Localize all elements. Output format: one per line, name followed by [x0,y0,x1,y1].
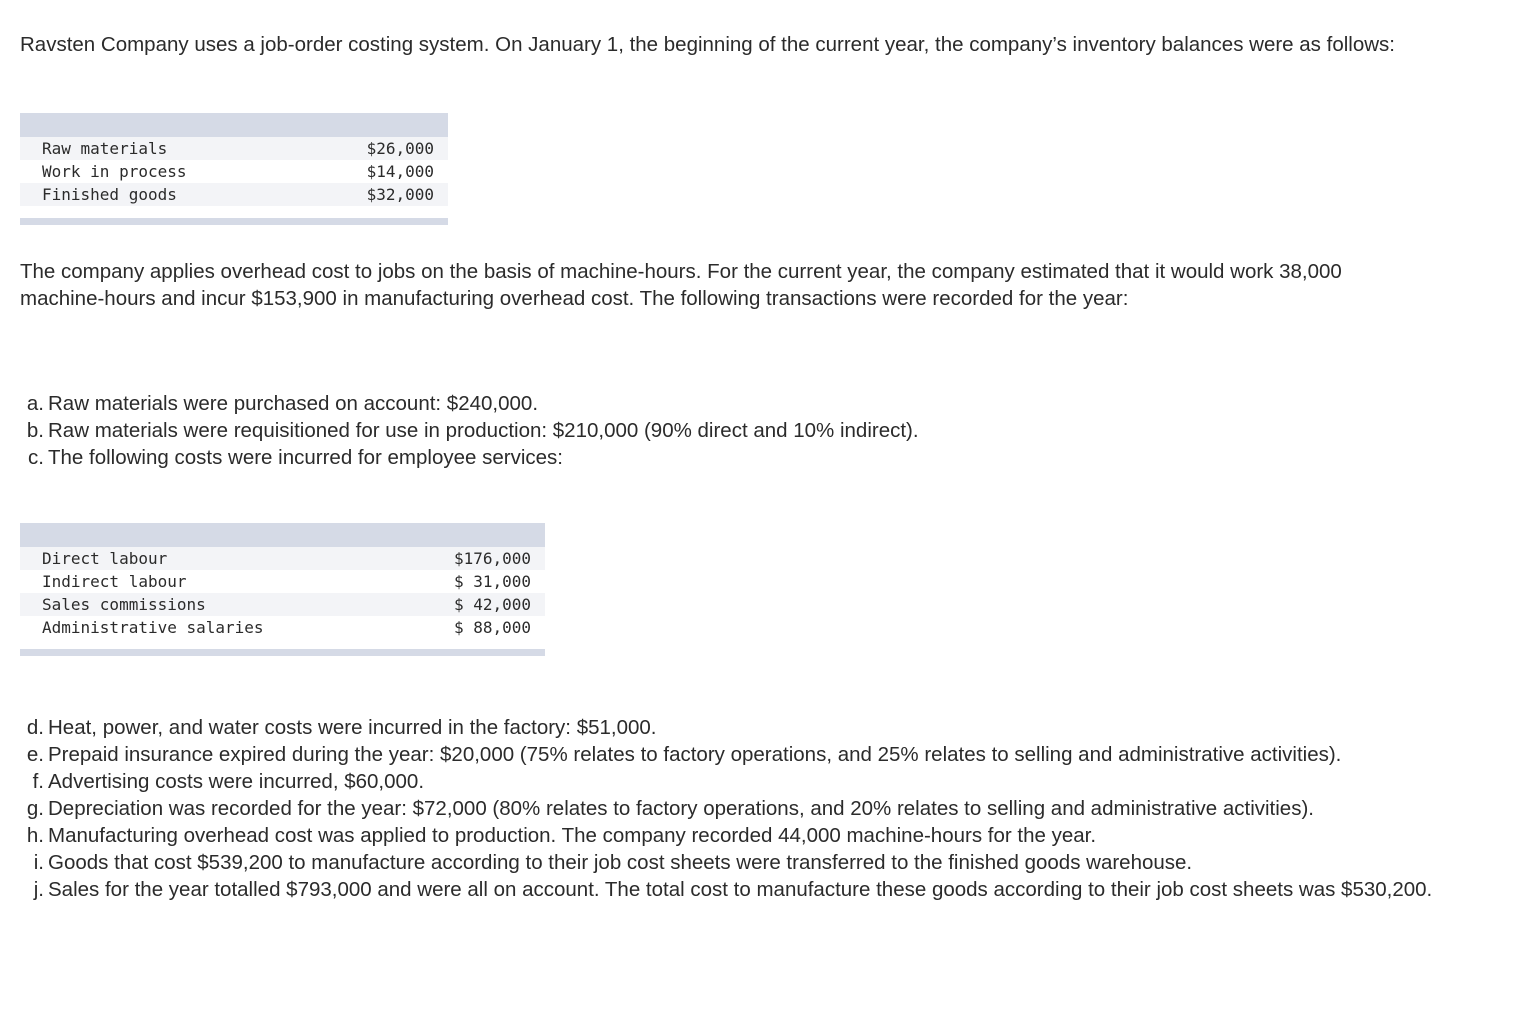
item-marker: i. [33,851,44,874]
row-value: $ 42,000 [453,595,531,614]
row-label: Indirect labour [42,572,187,591]
overhead-paragraph: The company applies overhead cost to jobs on the basis of machine-hours. For the current year, the company estimated that it would work 38,000 machine-hours and incur $153,900 in manufacturing overhead cost. The following transactions were recorded for the year: [20,260,1342,310]
item-marker: j. [33,878,44,901]
item-text: Sales for the year totalled $793,000 and were all on account. The total cost to manufacture these goods according to their job cost sheets was $530,200. [48,878,1433,901]
table-row [20,593,545,616]
row-label: Administrative salaries [42,618,264,637]
item-marker: e. [26,743,44,766]
item-text: Prepaid insurance expired during the year: $20,000 (75% relates to factory operations, and 25% relates to selling and administrative activities). [48,743,1342,766]
row-value: $176,000 [453,549,531,568]
item-marker: f. [32,770,44,793]
list-item [20,417,1440,444]
row-value: $ 88,000 [453,618,531,637]
list-item [20,822,1440,849]
table-header-bar [20,523,545,547]
row-label: Sales commissions [42,595,206,614]
item-marker: g. [26,797,44,820]
table-body [20,547,545,639]
transactions-list-a-c [20,390,1440,471]
list-item [20,714,1440,741]
list-item [20,741,1440,768]
table-row [20,160,448,183]
item-marker: c. [28,446,44,469]
table-row [20,137,448,160]
list-item [20,849,1440,876]
table-row [20,183,448,206]
row-label: Direct labour [42,549,168,568]
table-header-bar [20,113,448,137]
item-text: Goods that cost $539,200 to manufacture according to their job cost sheets were transferred to the finished goods warehouse. [48,851,1193,874]
list-item [20,444,1440,471]
table-footer-bar [20,218,448,225]
item-text: Raw materials were purchased on account: $240,000. [48,392,539,415]
row-value: $ 31,000 [453,572,531,591]
table-footer-bar [20,649,545,656]
row-value: $14,000 [366,162,434,181]
row-value: $26,000 [366,139,434,158]
inventory-balances-table [20,113,448,225]
item-text: Heat, power, and water costs were incurred in the factory: $51,000. [48,716,657,739]
item-marker: d. [26,716,44,739]
item-text: Depreciation was recorded for the year: $72,000 (80% relates to factory operations, and 20% relates to selling and administrative activities). [48,797,1314,820]
list-item [20,876,1440,903]
item-marker: h. [26,824,44,847]
list-item [20,768,1440,795]
employee-services-table [20,523,545,656]
intro-paragraph: Ravsten Company uses a job-order costing system. On January 1, the beginning of the current year, the company’s inventory balances were as follows: [20,33,1395,56]
row-value: $32,000 [366,185,434,204]
table-body [20,137,448,206]
table-row [20,547,545,570]
item-text: Advertising costs were incurred, $60,000. [48,770,425,793]
item-text: The following costs were incurred for employee services: [48,446,563,469]
row-label: Work in process [42,162,187,181]
row-label: Raw materials [42,139,168,158]
transactions-list-d-j [20,714,1440,903]
item-text: Manufacturing overhead cost was applied to production. The company recorded 44,000 machine-hours for the year. [48,824,1097,847]
row-label: Finished goods [42,185,177,204]
item-text: Raw materials were requisitioned for use in production: $210,000 (90% direct and 10% indirect). [48,419,919,442]
item-marker: b. [26,419,44,442]
table-row [20,570,545,593]
item-marker: a. [26,392,44,415]
list-item [20,795,1440,822]
table-row [20,616,545,639]
list-item [20,390,1440,417]
